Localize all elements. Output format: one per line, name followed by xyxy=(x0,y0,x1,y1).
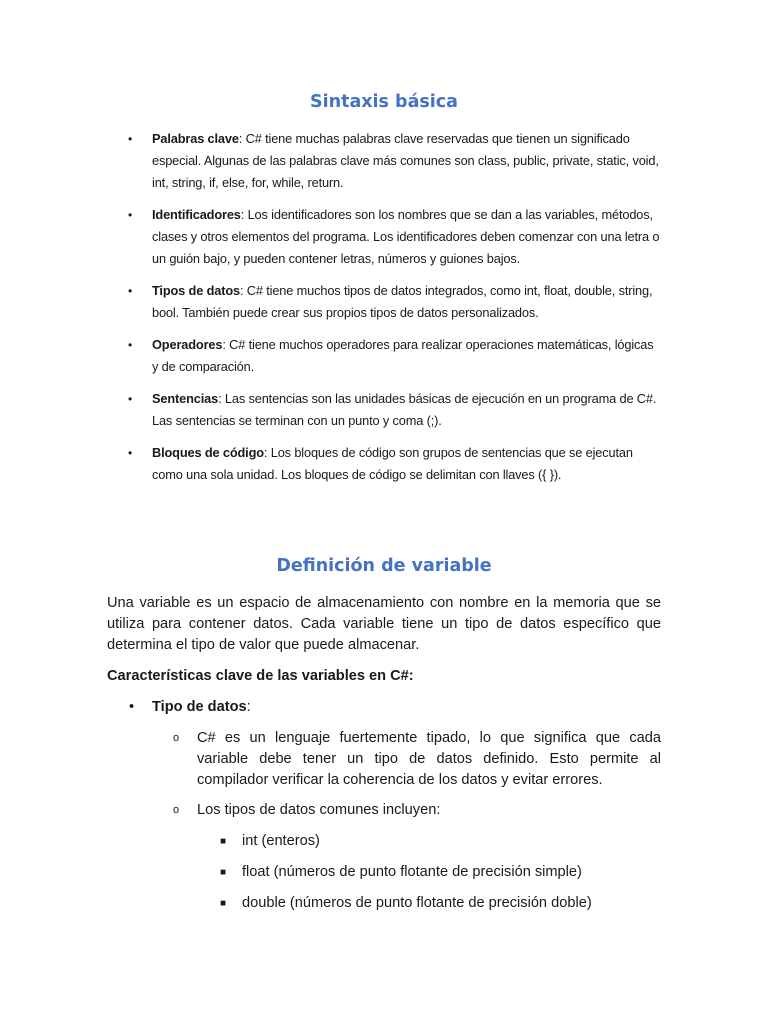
bullet-square-icon: ■ xyxy=(220,898,227,909)
heading-definicion-variable: Definición de variable xyxy=(276,556,492,576)
bullet-term: Tipo de datos xyxy=(152,699,247,715)
list-item xyxy=(128,204,662,270)
item-text: : Los bloques de código son grupos de sentencias que se ejecutan como una sola unidad. Los bloques de código se delimitan con llaves ({ }). xyxy=(152,445,633,482)
bullet-square-icon: ■ xyxy=(220,867,227,878)
bullet-dot-icon: • xyxy=(128,208,133,222)
item-text: : Las sentencias son las unidades básicas de ejecución en un programa de C#. Las sentencias se terminan con un punto y coma (;). xyxy=(152,391,657,428)
item-text: : C# tiene muchas palabras clave reservadas que tienen un significado especial. Algunas de las palabras clave más comunes son class, public, private, static, void, int, string, if, else, for, while, return. xyxy=(152,131,659,190)
list-item xyxy=(128,334,662,378)
bullet-dot-icon: • xyxy=(128,132,133,146)
sub-bullet-text: C# es un lenguaje fuertemente tipado, lo que significa que cada variable debe tener un tipo de datos definido. Esto permite al compilador verificar la coherencia de los datos y evitar errores. xyxy=(197,730,661,788)
type-item-text: int (enteros) xyxy=(242,833,320,849)
bullet-square-icon: ■ xyxy=(220,836,227,847)
type-item-text: double (números de punto flotante de precisión doble) xyxy=(242,895,592,911)
sub-bullet-strongly-typed xyxy=(173,728,661,791)
syntax-list xyxy=(128,128,662,496)
heading-sintaxis-basica: Sintaxis básica xyxy=(310,92,458,112)
bullet-suffix: : xyxy=(246,699,251,715)
item-term: Identificadores xyxy=(152,207,241,222)
item-term: Operadores xyxy=(152,337,223,352)
type-item xyxy=(220,831,320,852)
bullet-dot-icon: • xyxy=(128,284,133,298)
sub-bullet-text: Los tipos de datos comunes incluyen: xyxy=(197,802,441,818)
item-term: Palabras clave xyxy=(152,131,239,146)
item-text: : C# tiene muchos tipos de datos integrados, como int, float, double, string, bool. También puede crear sus propios tipos de datos personalizados. xyxy=(152,283,653,320)
item-term: Sentencias xyxy=(152,391,219,406)
item-text: : C# tiene muchos operadores para realizar operaciones matemáticas, lógicas y de comparación. xyxy=(152,337,654,374)
list-item xyxy=(128,442,662,486)
item-text: : Los identificadores son los nombres que se dan a las variables, métodos, clases y otros elementos del programa. Los identificadores deben comenzar con una letra o un guión bajo, y pueden contener letras, números y guiones bajos. xyxy=(152,207,660,266)
item-term: Tipos de datos xyxy=(152,283,240,298)
bullet-dot-icon: • xyxy=(128,446,133,460)
bullet-circle-icon: o xyxy=(173,804,180,816)
bullet-dot-icon: • xyxy=(129,699,135,715)
list-item xyxy=(128,388,662,432)
type-item xyxy=(220,862,582,883)
list-item xyxy=(128,280,662,324)
intro-paragraph: Una variable es un espacio de almacenamiento con nombre en la memoria que se utiliza para contener datos. Cada variable tiene un tipo de datos específico que determina el tipo de valor que puede almacenar. xyxy=(107,595,661,653)
bullet-dot-icon: • xyxy=(128,338,133,352)
bullet-circle-icon: o xyxy=(173,732,180,744)
type-item xyxy=(220,893,592,914)
list-item xyxy=(128,128,662,194)
item-term: Bloques de código xyxy=(152,445,264,460)
bullet-dot-icon: • xyxy=(128,392,133,406)
sub-bullet-common-types xyxy=(173,800,661,821)
key-characteristics-heading: Características clave de las variables en C#: xyxy=(107,668,414,684)
type-item-text: float (números de punto flotante de precisión simple) xyxy=(242,864,582,880)
bullet-tipo-de-datos xyxy=(129,697,251,718)
